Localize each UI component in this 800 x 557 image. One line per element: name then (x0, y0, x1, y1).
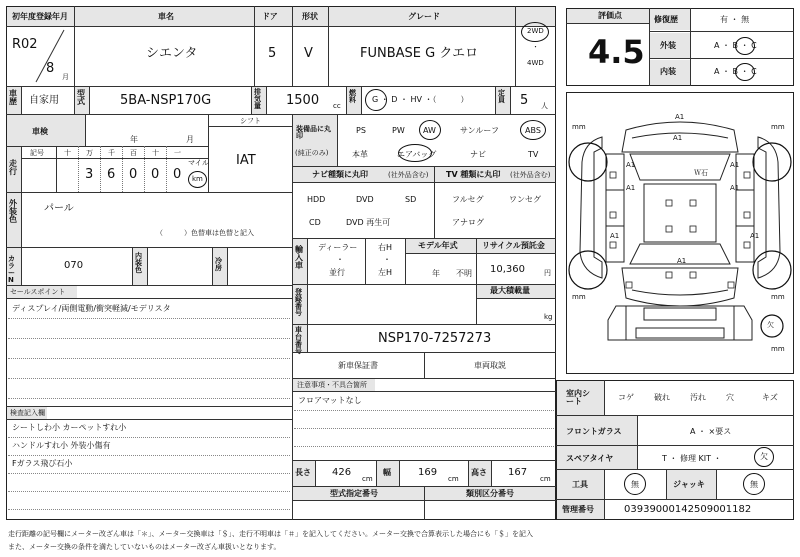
navi-dvd-play: DVD 再生可 (346, 218, 391, 227)
mm-5: mm (771, 345, 785, 353)
equip-leather: 本革 (352, 150, 368, 159)
class-number-label: 類別区分番号 (466, 489, 514, 498)
inspector-line-2: ハンドルすれ小 外装小傷有 (12, 441, 111, 450)
equip-navi: ナビ (470, 150, 486, 159)
navi-cd: CD (309, 218, 321, 227)
mark-a1-7: A1 (610, 232, 620, 240)
mark-a1-5: A1 (626, 184, 636, 192)
right-hand: 右H (378, 243, 393, 252)
mark-a1-2: A1 (673, 134, 683, 142)
length-value: 426 (332, 467, 352, 478)
capacity-value: 5 (520, 93, 529, 108)
sales-point-label: セールスポイント (10, 288, 66, 296)
manual-label: 車両取説 (474, 361, 506, 370)
first-reg-year: R02 (12, 37, 38, 52)
equip-airbag: エアバッグ (397, 150, 437, 159)
interior-seat-option: キズ (762, 393, 778, 402)
displacement-label: 排気量 (254, 88, 261, 110)
color-no-value: 070 (64, 260, 84, 271)
mark-a1-1: A1 (675, 113, 685, 121)
inspector-line-3: Fガラス飛び石小 (12, 459, 73, 468)
fuel-label: 燃料 (349, 89, 356, 104)
navi-hdd: HDD (307, 195, 326, 204)
shift-value: IAT (236, 153, 256, 168)
equip-aw: AW (423, 126, 436, 135)
jack-value: 無 (750, 480, 758, 489)
interior-label: 内装 (660, 67, 676, 76)
width-cm: cm (448, 475, 459, 483)
mm-2: mm (771, 123, 785, 131)
spare-tire-label: スペアタイヤ (566, 454, 614, 463)
type-designation-label: 型式指定番号 (330, 489, 378, 498)
kg-unit: kg (544, 313, 553, 321)
windshield-label: フロントガラス (566, 427, 622, 436)
height-cm: cm (540, 475, 551, 483)
tools-value: 無 (631, 480, 639, 489)
displacement-value: 1500 (286, 93, 320, 108)
sales-point-text: ディスプレイ/両側電動/衝突軽減/モデリスタ (12, 304, 171, 313)
mark-a1-3: A1 (626, 161, 636, 169)
length-cm: cm (362, 475, 373, 483)
door-label: ドア (262, 12, 278, 21)
usage-value: 自家用 (29, 95, 59, 106)
import-dot-2: ・ (383, 255, 391, 264)
shape: V (304, 46, 313, 61)
mm-1: mm (572, 123, 586, 131)
capacity-label: 定員 (498, 89, 505, 104)
interior-seat-label: 室内シート (566, 389, 590, 406)
length-label: 長さ (295, 468, 311, 477)
warranty-label: 新車保証書 (338, 361, 378, 370)
yen-unit: 円 (544, 269, 551, 277)
inspector-label: 検査記入欄 (10, 409, 45, 417)
equipment-label: 装備品に丸印 (296, 125, 331, 140)
equip-ps: PS (356, 126, 366, 135)
width-value: 169 (418, 467, 438, 478)
first-reg-month: 8 (46, 61, 55, 76)
registration-label: 登録番号 (295, 288, 302, 317)
mileage-label: 走行 (9, 159, 17, 176)
mileage-digit: 6 (107, 167, 116, 182)
mm-4: mm (771, 293, 785, 301)
inspection-label: 車検 (32, 127, 48, 136)
tv-fullseg: フルセグ (452, 195, 484, 204)
color-no-label: カラーN (8, 255, 15, 284)
fuel-options: G ・ D ・ HV ・（ ） (372, 95, 469, 104)
footer-line-2: また、メーター交換の条件を満たしていないものはメーター改ざん車扱いとなります。 (8, 543, 281, 551)
interior-options: A ・ B ・ C (714, 67, 757, 76)
management-label: 管理番号 (562, 505, 594, 514)
mark-a1-9: A1 (677, 257, 687, 265)
mark-a1-8: A1 (750, 232, 760, 240)
exterior-options: A ・ B ・ C (714, 41, 757, 50)
mileage-digit: 0 (129, 167, 138, 182)
navi-dvd: DVD (356, 195, 374, 204)
car-name-label: 車名 (158, 12, 174, 21)
mm-3: mm (572, 293, 586, 301)
import-dealer: ディーラー (318, 243, 358, 252)
mark-a1-6: A1 (730, 184, 740, 192)
mileage-unit-header: 十 (152, 149, 159, 157)
notes-label: 注意事項・不具合箇所 (297, 381, 367, 389)
height-label: 高さ (471, 468, 487, 477)
mileage-digit: 3 (85, 167, 94, 182)
grade-label: グレード (408, 12, 440, 21)
tv-sub: (社外品含む) (510, 171, 551, 179)
shape-label: 形状 (302, 12, 318, 21)
model-label: 型式 (77, 89, 85, 106)
drive-dot: ・ (532, 43, 539, 51)
repair-value: 有 ・ 無 (720, 15, 750, 24)
import-dot: ・ (336, 255, 344, 264)
mile-label: マイル (188, 159, 209, 167)
mileage-digit: 0 (173, 167, 182, 182)
score-value: 4.5 (588, 33, 645, 71)
shift-label: シフト (240, 117, 261, 125)
recycle-value: 10,360 (490, 264, 525, 275)
km-label: km (192, 175, 203, 183)
max-load-label: 最大積載量 (490, 286, 530, 295)
recycle-label: リサイクル預託金 (482, 241, 545, 250)
row1-header-bg (7, 7, 555, 26)
mileage-unit-header: 十 (64, 149, 71, 157)
interior-color-label: 内装色 (135, 252, 142, 274)
windshield-options: A ・ ×要ス (690, 427, 732, 436)
drive-4wd: 4WD (527, 59, 544, 67)
model-year-label: モデル年式 (418, 241, 458, 250)
color-note: （ ）色替車は色替と記入 (156, 229, 254, 237)
interior-seat-option: コゲ (618, 393, 634, 402)
model-value: 5BA-NSP170G (120, 93, 212, 108)
import-parallel: 並行 (329, 268, 345, 277)
mileage-unit-header: 一 (174, 149, 181, 157)
mileage-unit-header: 百 (130, 149, 137, 157)
symbol-label: 記号 (30, 149, 44, 157)
color-label: 外装色 (9, 199, 17, 224)
chassis-value: NSP170-7257273 (378, 331, 492, 346)
chassis-label: 車台番号 (295, 326, 302, 355)
repair-label: 修復歴 (654, 15, 678, 24)
spare-missing-mark: 欠 (767, 321, 774, 329)
ac-label: 冷房 (215, 257, 222, 272)
jack-label: ジャッキ (673, 480, 705, 489)
management-value: 03939000142509001182 (624, 504, 752, 515)
spare-none: 欠 (760, 452, 768, 461)
height-value: 167 (508, 467, 528, 478)
cc-unit: cc (333, 102, 341, 110)
left-hand: 左H (378, 268, 393, 277)
equip-sunroof: サンルーフ (460, 126, 499, 135)
equip-tv: TV (528, 150, 539, 159)
navi-sd: SD (405, 195, 417, 204)
doors: 5 (268, 46, 277, 61)
tv-oneseg: ワンセグ (509, 195, 541, 204)
tv-analog: アナログ (452, 218, 484, 227)
interior-seat-option: 破れ (654, 393, 670, 402)
mileage-unit-header: 千 (108, 149, 115, 157)
inspector-line-1: シートしわ小 カーペットすれ小 (12, 423, 127, 432)
mark-windshield: Ｗ石 (694, 169, 708, 177)
notes-text: フロアマットなし (298, 396, 362, 405)
car-name: シエンタ (146, 46, 198, 61)
grade: FUNBASE G クエロ (360, 46, 479, 61)
exterior-label: 外装 (660, 41, 676, 50)
score-label: 評価点 (598, 11, 622, 20)
month-unit: 月 (62, 73, 69, 81)
navi-sub: (社外品含む) (388, 171, 429, 179)
inspection-month: 月 (186, 135, 194, 144)
tools-label: 工具 (572, 480, 588, 489)
spare-tire-options: T ・ 修理 KIT ・ (662, 454, 722, 463)
width-label: 幅 (383, 468, 391, 477)
mileage-unit-header: 万 (86, 149, 93, 157)
inspection-year: 年 (130, 135, 138, 144)
first-reg-label: 初年度登録年月 (12, 12, 68, 21)
footer-line-1: 走行距離の記号欄にメーター改ざん車は「＊」、メーター交換車は「＄」、走行不明車は「＃」を記入してください。メーター交換で合算表示した場合にも「＄」を記入 (8, 530, 533, 538)
persons-unit: 人 (541, 102, 548, 110)
equip-abs: ABS (525, 126, 541, 135)
model-year-unit: 年 (432, 269, 440, 278)
mark-a1-4: A1 (730, 161, 740, 169)
interior-seat-option: 穴 (726, 393, 734, 402)
usage-label: 車歴 (9, 89, 17, 106)
navi-label: ナビ種類に丸印 (312, 170, 368, 179)
interior-seat-option: 汚れ (690, 393, 706, 402)
drive-2wd: 2WD (527, 27, 544, 35)
color-value: パール (44, 203, 74, 214)
model-year-unknown: 不明 (456, 269, 472, 278)
import-label: 輸入車 (295, 245, 303, 270)
mileage-digit: 0 (151, 167, 160, 182)
tv-label: TV 種類に丸印 (446, 170, 501, 179)
equipment-sub: (純正のみ) (295, 149, 329, 157)
equip-pw: PW (392, 126, 405, 135)
